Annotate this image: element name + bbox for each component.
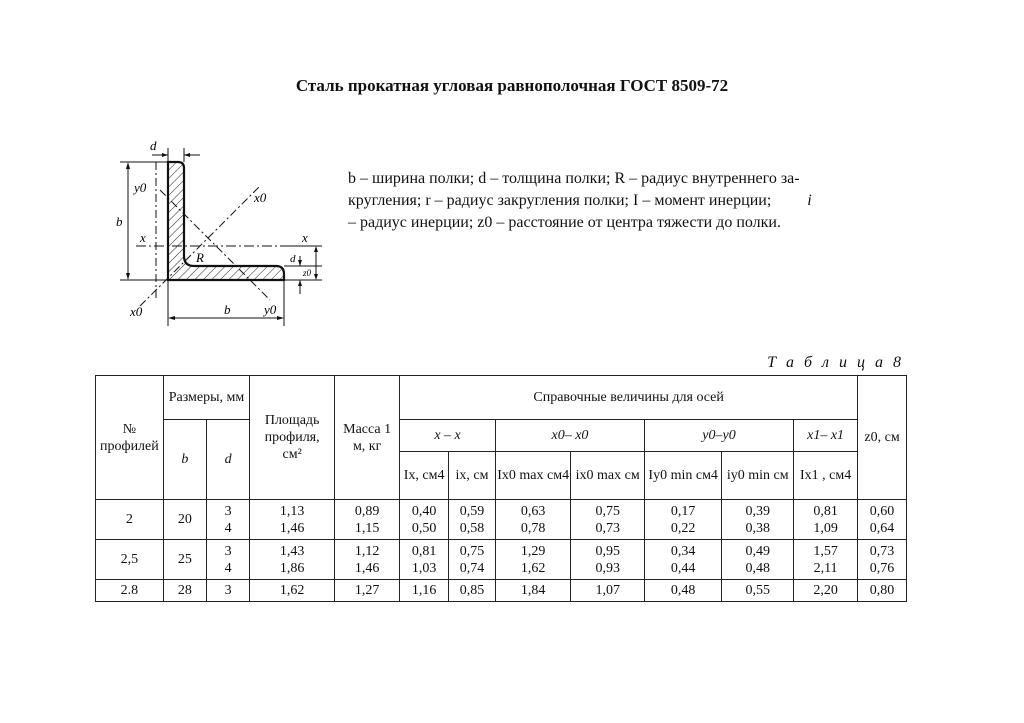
- cell-value: 0,48: [670, 583, 696, 598]
- header-ix: ix, см: [449, 452, 496, 500]
- cell-b: 25: [163, 540, 206, 580]
- angle-profile-diagram: [100, 128, 330, 343]
- table-row: [96, 540, 907, 580]
- angle-section-shape: [168, 162, 284, 280]
- cell-value: 0,50: [411, 520, 437, 536]
- header-d: d: [207, 420, 250, 500]
- header-iy0: iy0 min см: [722, 452, 794, 500]
- cell-Ix: [400, 580, 449, 602]
- table-label: Т а б л и ц а 8: [767, 354, 904, 371]
- header-profile: № профилей: [96, 376, 164, 500]
- header-axis-x1x1: x1– x1: [794, 420, 858, 452]
- cell-Ix: [400, 540, 449, 580]
- cell-value: 1,29: [520, 543, 546, 559]
- cell-value: 1,15: [354, 520, 380, 536]
- label-y0-bottom: y0: [264, 302, 277, 317]
- header-ix0: ix0 max см: [571, 452, 645, 500]
- cell-value: 0,49: [745, 543, 770, 559]
- header-Ix1: Ix1 , см4: [794, 452, 858, 500]
- legend-line-3: – радиус инерции; z0 – расстояние от центра тяжести до полки.: [348, 214, 781, 231]
- cell-Iy0: [644, 540, 721, 580]
- cell-value: 1,46: [354, 560, 380, 576]
- cell-d: [207, 540, 250, 580]
- label-x0-bottom: x0: [130, 304, 143, 319]
- cell-value: 0,85: [459, 583, 485, 598]
- cell-value: 0,63: [520, 503, 546, 519]
- cell-value: 1,84: [520, 583, 546, 598]
- legend-line-2: кругления; r – радиус закругления полки; I – момент инерции; i: [348, 192, 812, 209]
- angle-profile-table: [95, 375, 907, 602]
- cell-value: 1,13: [279, 503, 305, 519]
- label-R: R: [196, 250, 204, 265]
- header-area: Площадь профиля, см²: [250, 376, 335, 500]
- cell-Iy0: [644, 500, 721, 540]
- cell-value: 0,89: [354, 503, 380, 519]
- cell-ix0: [571, 500, 645, 540]
- label-b-bottom: b: [224, 302, 231, 317]
- cell-value: 0,34: [670, 543, 696, 559]
- cell-area: [250, 500, 335, 540]
- cell-value: 0,17: [670, 503, 696, 519]
- cell-ix: [449, 580, 496, 602]
- cell-mass: [335, 580, 400, 602]
- cell-value: 0,22: [670, 520, 696, 536]
- cell-value: 0,48: [745, 560, 770, 576]
- cell-value: 1,43: [279, 543, 305, 559]
- table-row: [96, 500, 907, 540]
- cell-value: 1,16: [411, 583, 437, 598]
- label-d-top: d: [150, 138, 157, 153]
- header-axis-xx: x – x: [400, 420, 496, 452]
- cell-Ix0: [495, 540, 570, 580]
- label-z0: z0: [303, 268, 312, 278]
- legend-text: [348, 168, 908, 234]
- cell-ix0: [571, 580, 645, 602]
- cell-value: 0,40: [411, 503, 437, 519]
- label-b-left: b: [116, 214, 123, 229]
- cell-z0: [858, 500, 907, 540]
- cell-value: 0,80: [869, 583, 895, 598]
- cell-ix: [449, 500, 496, 540]
- cell-Ix1: [794, 580, 858, 602]
- cell-value: 0,81: [813, 503, 838, 519]
- cell-z0: [858, 540, 907, 580]
- header-dims: Размеры, мм: [163, 376, 249, 420]
- cell-value: 1,86: [279, 560, 305, 576]
- cell-value: 0,73: [869, 543, 895, 559]
- cell-value: 3: [224, 543, 232, 559]
- cell-value: 0,75: [595, 503, 620, 519]
- label-y0-top: y0: [134, 180, 147, 195]
- cell-Ix0: [495, 500, 570, 540]
- cell-value: 0,60: [869, 503, 895, 519]
- cell-area: [250, 540, 335, 580]
- cell-value: 0,78: [520, 520, 546, 536]
- cell-value: 1,62: [520, 560, 546, 576]
- cell-value: 3: [224, 503, 232, 519]
- table-body: [96, 500, 907, 602]
- cell-value: 4: [224, 560, 232, 576]
- header-Ix: Ix, см4: [400, 452, 449, 500]
- cell-value: 1,46: [279, 520, 305, 536]
- cell-d: [207, 580, 250, 602]
- cell-profile: 2: [96, 500, 164, 540]
- cell-Ix: [400, 500, 449, 540]
- cell-z0: [858, 580, 907, 602]
- header-Ix0: Ix0 max см4: [495, 452, 570, 500]
- cell-profile: 2,5: [96, 540, 164, 580]
- cell-value: 0,38: [745, 520, 770, 536]
- label-x0-top: x0: [254, 190, 267, 205]
- cell-value: 0,73: [595, 520, 620, 536]
- cell-b: 20: [163, 500, 206, 540]
- cell-iy0: [722, 580, 794, 602]
- header-axis-y0y0: y0–y0: [644, 420, 793, 452]
- cell-b: 28: [163, 580, 206, 602]
- cell-mass: [335, 500, 400, 540]
- cell-value: 0,58: [459, 520, 485, 536]
- cell-value: 0,74: [459, 560, 485, 576]
- label-x-left: x: [140, 230, 146, 245]
- header-b: b: [163, 420, 206, 500]
- cell-value: 0,55: [745, 583, 770, 598]
- header-ref: Справочные величины для осей: [400, 376, 858, 420]
- cell-value: 2,20: [813, 583, 838, 598]
- cell-value: 0,75: [459, 543, 485, 559]
- cell-value: 1,27: [354, 583, 380, 598]
- header-z0: z0, см: [858, 376, 907, 500]
- cell-value: 1,07: [595, 583, 620, 598]
- header-Iy0: Iy0 min см4: [644, 452, 721, 500]
- cell-value: 0,81: [411, 543, 437, 559]
- cell-d: [207, 500, 250, 540]
- label-d-right: d: [290, 253, 296, 265]
- cell-Ix1: [794, 500, 858, 540]
- cell-value: 0,93: [595, 560, 620, 576]
- cell-value: 0,39: [745, 503, 770, 519]
- cell-Ix1: [794, 540, 858, 580]
- cell-value: 0,64: [869, 520, 895, 536]
- header-mass: Масса 1 м, кг: [335, 376, 400, 500]
- cell-mass: [335, 540, 400, 580]
- cell-iy0: [722, 500, 794, 540]
- header-axis-x0x0: x0– x0: [495, 420, 644, 452]
- cell-iy0: [722, 540, 794, 580]
- cell-value: 0,76: [869, 560, 895, 576]
- cell-area: [250, 580, 335, 602]
- cell-value: 2,11: [813, 560, 838, 576]
- cell-value: 0,44: [670, 560, 696, 576]
- cell-value: 3: [224, 583, 232, 598]
- cell-value: 0,59: [459, 503, 485, 519]
- legend-line-1: b – ширина полки; d – толщина полки; R – радиус внутреннего за-: [348, 170, 800, 187]
- cell-value: 0,95: [595, 543, 620, 559]
- cell-value: 4: [224, 520, 232, 536]
- cell-value: 1,12: [354, 543, 380, 559]
- cell-value: 1,09: [813, 520, 838, 536]
- cell-Ix0: [495, 580, 570, 602]
- page-title: Сталь прокатная угловая равнополочная ГОСТ 8509-72: [295, 76, 729, 95]
- cell-ix0: [571, 540, 645, 580]
- cell-value: 1,57: [813, 543, 838, 559]
- cell-Iy0: [644, 580, 721, 602]
- cell-value: 1,03: [411, 560, 437, 576]
- table-row: [96, 580, 907, 602]
- cell-value: 1,62: [279, 583, 305, 598]
- label-x-right: x: [302, 230, 308, 245]
- cell-ix: [449, 540, 496, 580]
- cell-profile: 2.8: [96, 580, 164, 602]
